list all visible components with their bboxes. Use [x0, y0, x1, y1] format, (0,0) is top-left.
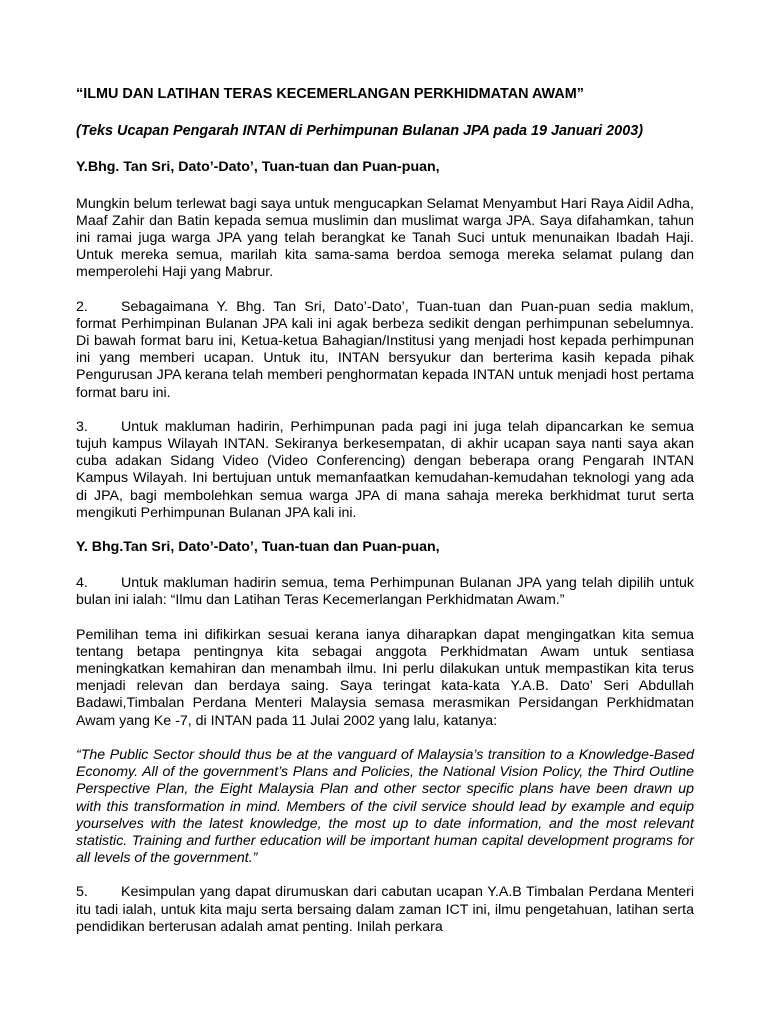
paragraph-theme: Pemilihan tema ini difikirkan sesuai kerana ianya diharapkan dapat mengingatkan kita semua tentang betapa pentingnya kita sebagai anggota Perkhidmatan Awam untuk sentiasa meningkatkan kemahiran dan menambah ilmu. Ini perlu dilakukan untuk mempastikan kita terus menjadi relevan dan berdaya saing. Saya teringat kata-kata Y.A.B. Dato’ Seri Abdullah Badawi,Timbalan Perdana Menteri Malaysia semasa merasmikan Persidangan Perkhidmatan Awam yang Ke -7, di INTAN pada 11 Julai 2002 yang lalu, katanya:	[76, 626, 694, 729]
paragraph-text: Sebagaimana Y. Bhg. Tan Sri, Dato’-Dato’, Tuan-tuan dan Puan-puan sedia maklum, format Perhimpinan Bulanan JPA kali ini agak berbeza sedikit dengan perhimpunan sebelumnya. Di bawah format baru ini, Ketua-ketua Bahagian/Institusi yang menjadi host kepada perhimpunan ini yang memberi ucapan. Untuk itu, INTAN bersyukur dan berterima kasih kepada pihak Pengurusan JPA kerana telah memberi penghormatan kepada INTAN untuk menjadi host pertama format baru ini.	[76, 298, 694, 401]
paragraph-5	[76, 884, 694, 936]
paragraph-number: 5.	[76, 884, 88, 901]
document-page	[76, 86, 694, 953]
document-subtitle: (Teks Ucapan Pengarah INTAN di Perhimpunan Bulanan JPA pada 19 Januari 2003)	[76, 123, 643, 140]
salutation-1: Y.Bhg. Tan Sri, Dato’-Dato’, Tuan-tuan dan Puan-puan,	[76, 159, 440, 176]
paragraph-intro: Mungkin belum terlewat bagi saya untuk mengucapkan Selamat Menyambut Hari Raya Aidil Adha, Maaf Zahir dan Batin kepada semua muslimin dan muslimat warga JPA. Saya difahamkan, tahun ini ramai juga warga JPA yang telah berangkat ke Tanah Suci untuk menunaikan Ibadah Haji. Untuk mereka semua, marilah kita sama-sama berdoa semoga mereka selamat pulang dan memperolehi Haji yang Mabrur.	[76, 195, 694, 281]
quotation: “The Public Sector should thus be at the vanguard of Malaysia’s transition to a Knowledge-Based Economy. All of the government’s Plans and Policies, the National Vision Policy, the Third Outline Perspective Plan, the Eight Malaysia Plan and other sector specific plans have been drawn up with this transformation in mind. Members of the civil service should lead by example and equip yourselves with the latest knowledge, the most up to date information, and the most relevant statistic. Training and further education will be important human capital development programs for all levels of the government.”	[76, 746, 694, 867]
paragraph-text: Untuk makluman hadirin semua, tema Perhimpunan Bulanan JPA yang telah dipilih untuk bulan ini ialah: “Ilmu dan Latihan Teras Kecemerlangan Perkhidmatan Awam.”	[76, 575, 694, 609]
paragraph-number: 3.	[76, 418, 88, 435]
paragraph-4	[76, 575, 694, 609]
paragraph-text: Untuk makluman hadirin, Perhimpunan pada pagi ini juga telah dipancarkan ke semua tujuh kampus Wilayah INTAN. Sekiranya berkesempatan, di akhir ucapan saya nanti saya akan cuba adakan Sidang Video (Video Conferencing) dengan beberapa orang Pengarah INTAN Kampus Wilayah. Ini bertujuan untuk memanfaatkan kemudahan-kemudahan teknologi yang ada di JPA, bagi membolehkan semua warga JPA di mana sahaja mereka berkhidmat turut serta mengikuti Perhimpunan Bulanan JPA kali ini.	[76, 418, 694, 521]
document-title: “ILMU DAN LATIHAN TERAS KECEMERLANGAN PERKHIDMATAN AWAM”	[76, 86, 584, 102]
paragraph-number: 2.	[76, 298, 88, 315]
paragraph-text: Kesimpulan yang dapat dirumuskan dari cabutan ucapan Y.A.B Timbalan Perdana Menteri itu tadi ialah, untuk kita maju serta bersaing dalam zaman ICT ini, ilmu pengetahuan, latihan serta pendidikan berterusan adalah amat penting. Inilah perkara	[76, 884, 694, 935]
paragraph-number: 4.	[76, 575, 88, 592]
paragraph-2	[76, 299, 694, 402]
paragraph-3	[76, 419, 694, 522]
salutation-2: Y. Bhg.Tan Sri, Dato’-Dato’, Tuan-tuan dan Puan-puan,	[76, 539, 440, 556]
